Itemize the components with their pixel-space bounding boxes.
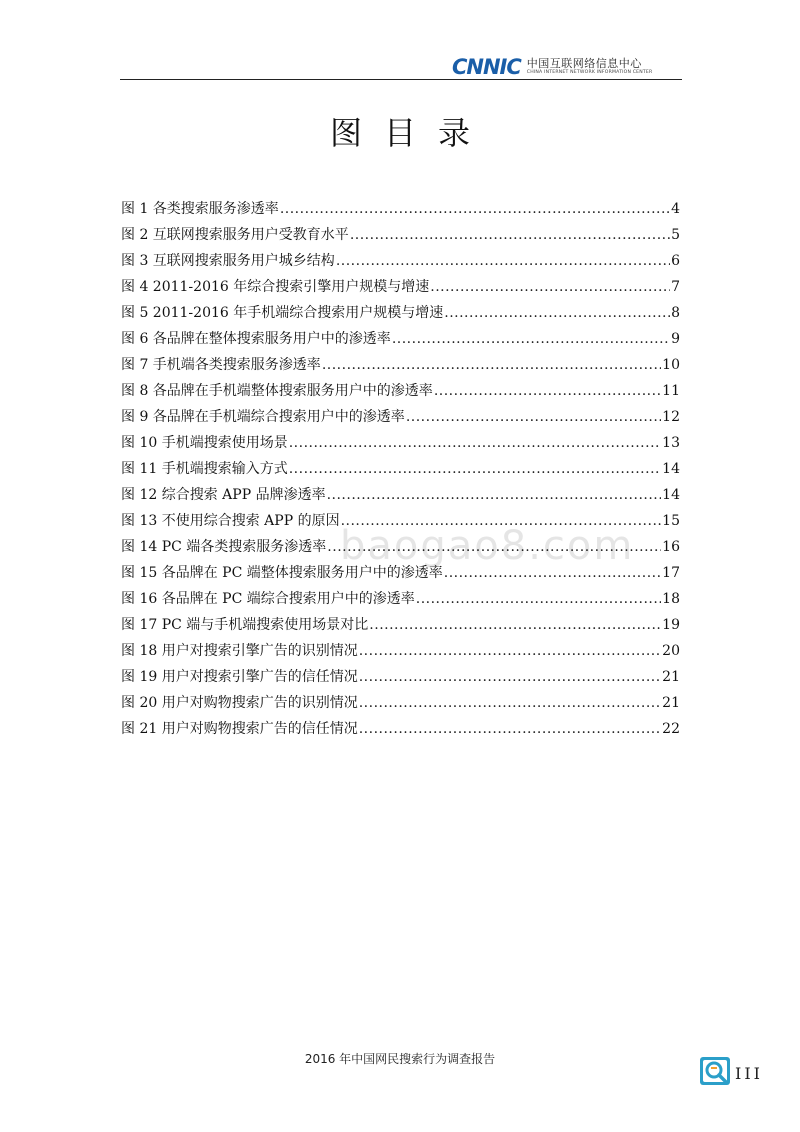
cnnic-logo bbox=[452, 56, 652, 78]
page-number: III bbox=[735, 1064, 763, 1083]
toc-entry-page: 12 bbox=[662, 409, 680, 425]
toc-entry[interactable] bbox=[121, 276, 680, 302]
toc-leader-dots bbox=[444, 565, 661, 581]
toc-leader-dots bbox=[359, 643, 661, 659]
toc-leader-dots bbox=[289, 435, 661, 451]
toc-entry-page: 21 bbox=[662, 669, 680, 685]
toc-entry-page: 4 bbox=[671, 201, 680, 217]
toc-leader-dots bbox=[359, 695, 661, 711]
toc-entry[interactable] bbox=[121, 666, 680, 692]
toc-entry-label: 图 11 手机端搜索输入方式 bbox=[121, 461, 288, 477]
magnifier-logo-icon bbox=[699, 1056, 733, 1086]
toc-entry[interactable] bbox=[121, 250, 680, 276]
toc-entry[interactable] bbox=[121, 380, 680, 406]
toc-entry-page: 10 bbox=[662, 357, 680, 373]
figure-list bbox=[121, 198, 680, 744]
toc-entry-label: 图 6 各品牌在整体搜索服务用户中的渗透率 bbox=[121, 331, 391, 347]
toc-entry-page: 6 bbox=[671, 253, 680, 269]
toc-leader-dots bbox=[406, 409, 661, 425]
toc-entry-label: 图 16 各品牌在 PC 端综合搜索用户中的渗透率 bbox=[121, 591, 415, 607]
toc-entry-label: 图 7 手机端各类搜索服务渗透率 bbox=[121, 357, 321, 373]
toc-leader-dots bbox=[336, 253, 670, 269]
toc-entry-label: 图 15 各品牌在 PC 端整体搜索服务用户中的渗透率 bbox=[121, 565, 443, 581]
toc-leader-dots bbox=[341, 513, 662, 529]
toc-leader-dots bbox=[369, 617, 661, 633]
toc-entry-page: 17 bbox=[662, 565, 680, 581]
toc-entry-label: 图 18 用户对搜索引擎广告的识别情况 bbox=[121, 643, 358, 659]
page-title: 图目录 bbox=[329, 114, 492, 152]
toc-entry-label: 图 19 用户对搜索引擎广告的信任情况 bbox=[121, 669, 358, 685]
toc-entry[interactable] bbox=[121, 536, 680, 562]
toc-entry-page: 21 bbox=[662, 695, 680, 711]
toc-entry[interactable] bbox=[121, 692, 680, 718]
toc-entry-label: 图 17 PC 端与手机端搜索使用场景对比 bbox=[121, 617, 369, 633]
toc-entry-page: 15 bbox=[662, 513, 680, 529]
header-divider bbox=[120, 79, 682, 80]
toc-entry-page: 18 bbox=[662, 591, 680, 607]
toc-leader-dots bbox=[350, 227, 670, 243]
toc-entry-page: 14 bbox=[662, 487, 680, 503]
toc-leader-dots bbox=[327, 539, 661, 555]
toc-entry-page: 9 bbox=[671, 331, 680, 347]
toc-entry-label: 图 1 各类搜索服务渗透率 bbox=[121, 201, 279, 217]
toc-entry[interactable] bbox=[121, 458, 680, 484]
logo-text bbox=[527, 58, 653, 76]
toc-entry[interactable] bbox=[121, 224, 680, 250]
toc-leader-dots bbox=[359, 721, 661, 737]
toc-entry-label: 图 21 用户对购物搜索广告的信任情况 bbox=[121, 721, 358, 737]
toc-entry[interactable] bbox=[121, 484, 680, 510]
toc-entry[interactable] bbox=[121, 432, 680, 458]
toc-leader-dots bbox=[392, 331, 670, 347]
toc-entry[interactable] bbox=[121, 718, 680, 744]
toc-entry[interactable] bbox=[121, 354, 680, 380]
toc-entry-page: 14 bbox=[662, 461, 680, 477]
toc-leader-dots bbox=[289, 461, 661, 477]
toc-entry[interactable] bbox=[121, 640, 680, 666]
toc-entry-label: 图 4 2011-2016 年综合搜索引擎用户规模与增速 bbox=[121, 279, 430, 295]
toc-entry-label: 图 12 综合搜索 APP 品牌渗透率 bbox=[121, 487, 326, 503]
toc-entry-label: 图 20 用户对购物搜索广告的识别情况 bbox=[121, 695, 358, 711]
toc-entry-page: 20 bbox=[662, 643, 680, 659]
logo-english-name: CHINA INTERNET NETWORK INFORMATION CENTER bbox=[526, 70, 653, 76]
toc-entry-page: 13 bbox=[662, 435, 680, 451]
logo-chinese-name: 中国互联网络信息中心 bbox=[526, 57, 642, 71]
toc-entry-page: 8 bbox=[671, 305, 680, 321]
toc-entry-page: 19 bbox=[662, 617, 680, 633]
toc-entry[interactable] bbox=[121, 328, 680, 354]
toc-leader-dots bbox=[444, 305, 670, 321]
toc-entry[interactable] bbox=[121, 406, 680, 432]
footer-report-title: 2016 年中国网民搜索行为调查报告 bbox=[304, 1052, 496, 1066]
toc-entry-label: 图 5 2011-2016 年手机端综合搜索用户规模与增速 bbox=[121, 305, 444, 321]
toc-entry-page: 5 bbox=[671, 227, 680, 243]
toc-leader-dots bbox=[280, 201, 670, 217]
toc-entry[interactable] bbox=[121, 198, 680, 224]
toc-entry-label: 图 8 各品牌在手机端整体搜索服务用户中的渗透率 bbox=[121, 383, 433, 399]
toc-entry[interactable] bbox=[121, 302, 680, 328]
toc-leader-dots bbox=[430, 279, 670, 295]
toc-entry-label: 图 9 各品牌在手机端综合搜索用户中的渗透率 bbox=[121, 409, 405, 425]
toc-entry[interactable] bbox=[121, 588, 680, 614]
toc-entry-label: 图 2 互联网搜索服务用户受教育水平 bbox=[121, 227, 349, 243]
watermark: baogao8.com bbox=[340, 523, 635, 569]
toc-entry[interactable] bbox=[121, 510, 680, 536]
toc-entry-page: 22 bbox=[662, 721, 680, 737]
toc-leader-dots bbox=[322, 357, 661, 373]
toc-leader-dots bbox=[416, 591, 661, 607]
logo-mark: CNNIC bbox=[452, 55, 521, 79]
toc-entry-page: 16 bbox=[662, 539, 680, 555]
toc-entry-page: 11 bbox=[662, 383, 680, 399]
toc-entry-page: 7 bbox=[671, 279, 680, 295]
toc-leader-dots bbox=[327, 487, 662, 503]
toc-entry[interactable] bbox=[121, 614, 680, 640]
toc-leader-dots bbox=[359, 669, 661, 685]
toc-entry[interactable] bbox=[121, 562, 680, 588]
toc-entry-label: 图 13 不使用综合搜索 APP 的原因 bbox=[121, 513, 340, 529]
toc-entry-label: 图 3 互联网搜索服务用户城乡结构 bbox=[121, 253, 335, 269]
toc-leader-dots bbox=[434, 383, 661, 399]
toc-entry-label: 图 14 PC 端各类搜索服务渗透率 bbox=[121, 539, 327, 555]
toc-entry-label: 图 10 手机端搜索使用场景 bbox=[121, 435, 288, 451]
